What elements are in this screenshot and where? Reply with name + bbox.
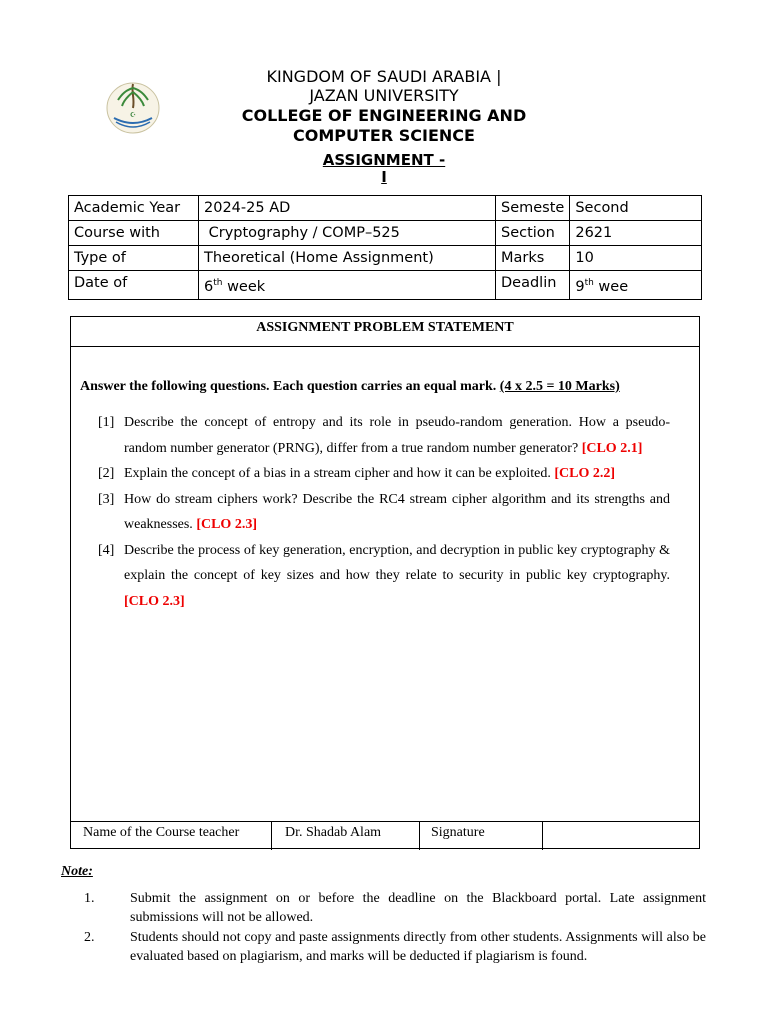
intro-marks: (4 x 2.5 = 10 Marks) xyxy=(499,379,620,394)
svg-text:☪: ☪ xyxy=(129,111,137,119)
clo-tag: [CLO 2.1] xyxy=(581,440,643,456)
question-number: [3] xyxy=(98,491,115,507)
value-deadline xyxy=(570,271,702,300)
value-date xyxy=(199,271,496,300)
label-section: Section xyxy=(496,221,570,246)
label-semester: Semeste xyxy=(496,196,570,221)
assignment-title-line2: I xyxy=(381,168,387,186)
note-item xyxy=(84,928,706,966)
deadline-suffix: wee xyxy=(593,278,629,295)
question-number: [4] xyxy=(98,542,115,558)
table-row xyxy=(69,221,702,246)
label-course: Course with xyxy=(69,221,199,246)
divider xyxy=(542,822,543,850)
signature-row xyxy=(71,821,699,850)
table-row xyxy=(69,196,702,221)
label-academic-year: Academic Year xyxy=(69,196,199,221)
teacher-name: Dr. Shadab Alam xyxy=(285,825,382,840)
table-row xyxy=(69,271,702,300)
value-course: Cryptography / COMP–525 xyxy=(199,221,496,246)
label-type: Type of xyxy=(69,246,199,271)
clo-tag: [CLO 2.3] xyxy=(196,517,257,532)
label-marks: Marks xyxy=(496,246,570,271)
question-item xyxy=(98,538,670,615)
header-kingdom xyxy=(0,67,768,105)
clo-tag: [CLO 2.2] xyxy=(554,466,616,481)
question-item xyxy=(98,487,670,538)
header-line4: COMPUTER SCIENCE xyxy=(293,126,475,145)
note-item xyxy=(84,889,706,927)
intro-text: Answer the following questions. Each question carries an equal mark. xyxy=(80,379,500,394)
note-title: Note: xyxy=(61,864,93,879)
course-info-table xyxy=(68,195,702,300)
note-text: Submit the assignment on or before the deadline on the Blackboard portal. Late assignment submissions will not be allowed. xyxy=(130,891,706,925)
date-number: 6 xyxy=(204,278,214,295)
header-line1: KINGDOM OF SAUDI ARABIA | xyxy=(266,67,502,86)
deadline-number: 9 xyxy=(575,278,585,295)
note-text: Students should not copy and paste assignments directly from other students. Assignments will also be evaluated based on plagiarism, and marks will be deducted if plagiarism is found. xyxy=(130,930,706,964)
teacher-label: Name of the Course teacher xyxy=(83,825,240,840)
label-deadline: Deadlin xyxy=(496,271,570,300)
question-number: [1] xyxy=(98,415,115,430)
question-list xyxy=(98,410,670,614)
label-date: Date of xyxy=(69,271,199,300)
question-text: Describe the process of key generation, encryption, and decryption in public key cryptography & explain the concept of key sizes and how they relate to security in public key cryptography. xyxy=(124,542,670,583)
header-college xyxy=(0,106,768,146)
divider xyxy=(419,822,420,850)
problem-intro xyxy=(80,379,620,395)
assignment-title xyxy=(0,152,768,186)
value-academic-year: 2024-25 AD xyxy=(199,196,496,221)
value-type: Theoretical (Home Assignment) xyxy=(199,246,496,271)
header-line3: COLLEGE OF ENGINEERING AND xyxy=(241,106,527,125)
signature-label: Signature xyxy=(431,825,485,840)
clo-tag: [CLO 2.3] xyxy=(124,593,185,609)
value-semester: Second xyxy=(570,196,702,221)
date-sup: th xyxy=(213,278,223,288)
note-number: 1. xyxy=(84,891,95,906)
question-item xyxy=(98,410,670,461)
value-marks: 10 xyxy=(570,246,702,271)
question-text: Explain the concept of a bias in a stream cipher and how it can be exploited. xyxy=(124,466,555,481)
deadline-sup: th xyxy=(584,278,594,288)
question-text: How do stream ciphers work? Describe the RC4 stream cipher algorithm and its strengths and weaknesses. xyxy=(124,491,670,532)
question-text: Describe the concept of entropy and its role in pseudo-random generation. How a pseudo-random number generator (PRNG), differ from a true random number generator? xyxy=(124,415,670,456)
problem-heading: ASSIGNMENT PROBLEM STATEMENT xyxy=(71,317,699,347)
question-item xyxy=(98,461,670,487)
header-line2: JAZAN UNIVERSITY xyxy=(309,86,459,105)
table-row xyxy=(69,246,702,271)
date-suffix: week xyxy=(222,278,266,295)
assignment-title-line1: ASSIGNMENT - xyxy=(322,151,446,169)
value-section: 2621 xyxy=(570,221,702,246)
divider xyxy=(271,822,272,850)
problem-statement-box xyxy=(70,316,700,849)
question-number: [2] xyxy=(98,466,115,481)
note-number: 2. xyxy=(84,930,95,945)
